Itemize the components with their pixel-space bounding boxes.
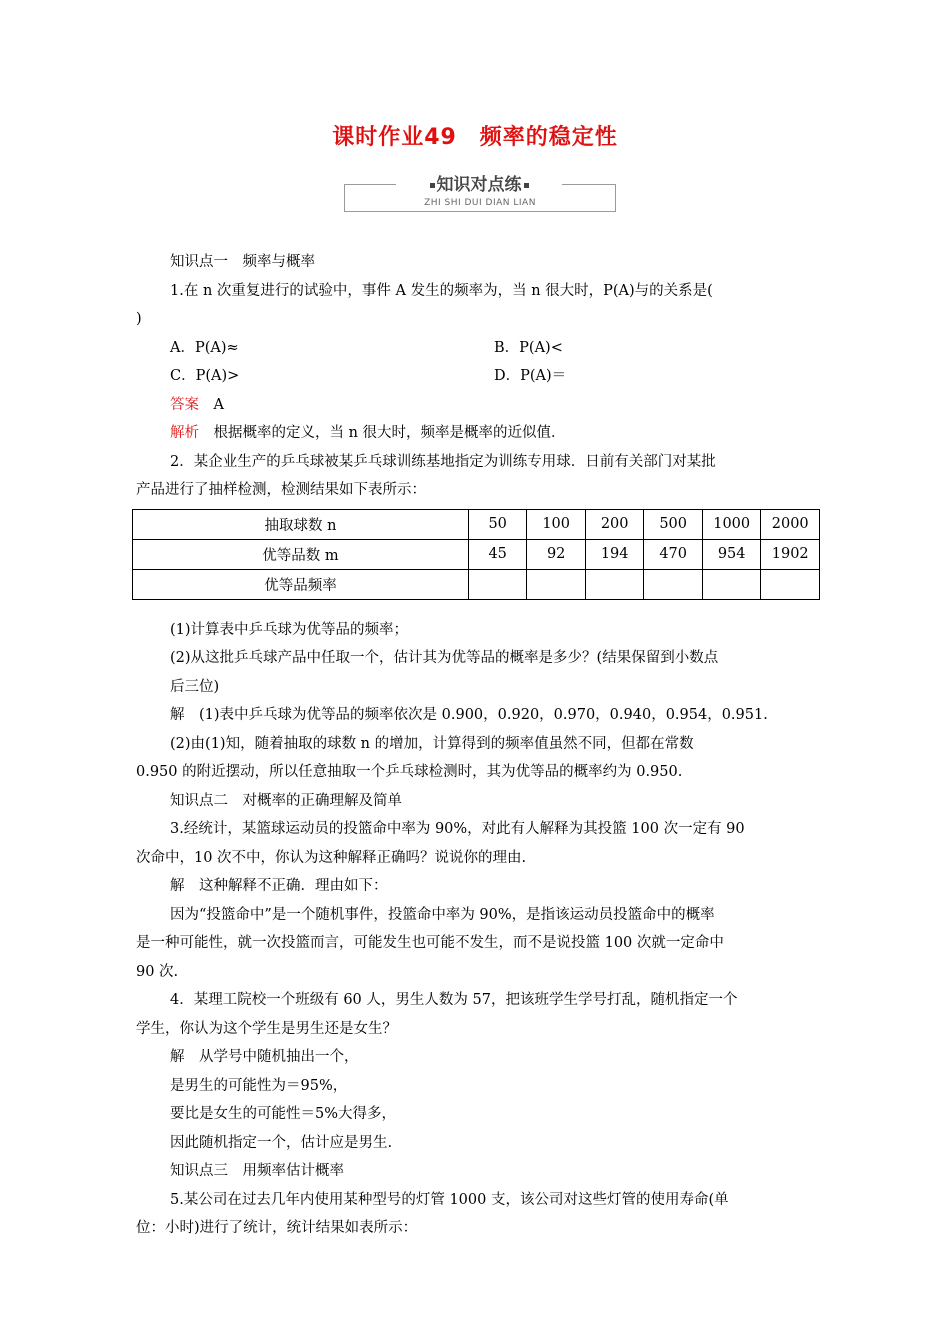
table-row-label: 优等品频率 <box>133 569 469 599</box>
table-cell: 470 <box>644 539 703 569</box>
option-row <box>136 334 818 363</box>
option-a: A．P(A)≈ <box>170 339 239 356</box>
section-banner <box>344 172 616 212</box>
solution-text: 解 这种解释不正确．理由如下： <box>170 878 388 894</box>
table-cell <box>527 569 586 599</box>
table-cell <box>761 569 820 599</box>
question-text: 位：小时)进行了统计，统计结果如表所示： <box>136 1220 418 1236</box>
question-part: (2)从这批乒乓球产品中任取一个，估计其为优等品的概率是多少？(结果保留到小数点 <box>170 650 719 666</box>
document-body <box>136 248 818 1243</box>
table-row <box>133 509 820 539</box>
option-d: D．P(A)＝ <box>494 368 567 384</box>
table-cell <box>702 569 761 599</box>
explanation-line <box>136 419 818 448</box>
table-cell: 1902 <box>761 539 820 569</box>
table-row-label: 抽取球数 n <box>133 509 469 539</box>
solution-text: (2)由(1)知，随着抽取的球数 n 的增加，计算得到的频率值虽然不同，但都在常数 <box>170 735 694 752</box>
square-bullet-icon <box>524 183 529 188</box>
table-row-label: 优等品数 m <box>133 539 469 569</box>
question-text: 2．某企业生产的乒乓球被某乒乓球训练基地指定为训练专用球．日前有关部门对某批 <box>170 453 716 470</box>
banner-title <box>396 172 562 198</box>
banner-subtitle: ZHI SHI DUI DIAN LIAN <box>424 198 536 208</box>
question-text: 3.经统计，某篮球运动员的投篮命中率为 90%，对此有人解释为其投篮 100 次一定有 90 <box>170 821 745 837</box>
answer-text: A <box>199 396 224 413</box>
solution-text: 解 (1)表中乒乓球为优等品的频率依次是 0.900，0.920，0.970，0.940，0.954，0.951. <box>170 707 768 723</box>
question-text: 1.在 n 次重复进行的试验中，事件 A 发生的频率为，当 n 很大时，P(A)与的关系是( <box>170 282 713 299</box>
table-row <box>133 539 820 569</box>
explanation-label: 解析 <box>170 425 199 441</box>
table-cell: 92 <box>527 539 586 569</box>
question-part: 后三位) <box>170 678 220 695</box>
table-cell: 200 <box>585 509 644 539</box>
solution-text: 解 从学号中随机抽出一个， <box>170 1049 359 1065</box>
answer-label: 答案 <box>170 396 199 413</box>
answer-line <box>136 391 818 420</box>
table-cell <box>585 569 644 599</box>
page-title: 课时作业49 频率的稳定性 <box>332 125 618 150</box>
solution-text: 90 次. <box>136 963 179 980</box>
question-part: (1)计算表中乒乓球为优等品的频率； <box>170 621 409 638</box>
table-cell: 954 <box>702 539 761 569</box>
option-b: B．P(A)< <box>494 339 563 356</box>
table-cell: 1000 <box>702 509 761 539</box>
table-cell: 2000 <box>761 509 820 539</box>
knowledge-point-heading: 知识点一 频率与概率 <box>170 254 315 270</box>
option-c: C．P(A)> <box>170 368 240 384</box>
table-cell <box>644 569 703 599</box>
table-row <box>133 569 820 599</box>
data-table <box>132 509 820 600</box>
knowledge-point-heading: 知识点二 对概率的正确理解及简单 <box>170 792 402 809</box>
table-cell: 194 <box>585 539 644 569</box>
solution-text: 因此随机指定一个，估计应是男生. <box>170 1134 393 1151</box>
question-text: 4．某理工院校一个班级有 60 人，男生人数为 57，把该班学生学号打乱，随机指定一个 <box>170 992 738 1008</box>
question-text: ) <box>136 311 142 327</box>
question-text: 产品进行了抽样检测，检测结果如下表所示： <box>136 482 426 498</box>
question-text: 次命中，10 次不中，你认为这种解释正确吗？说说你的理由. <box>136 849 527 866</box>
solution-text: 是男生的可能性为＝95%， <box>170 1077 348 1094</box>
solution-text: 因为“投篮命中”是一个随机事件，投篮命中率为 90%，是指该运动员投篮命中的概率 <box>170 906 715 923</box>
table-cell: 45 <box>468 539 527 569</box>
square-bullet-icon <box>430 183 435 188</box>
option-row <box>136 362 818 391</box>
banner-title-text: 知识对点练 <box>436 175 522 195</box>
table-cell: 50 <box>468 509 527 539</box>
question-text: 5.某公司在过去几年内使用某种型号的灯管 1000 支，该公司对这些灯管的使用寿命(单 <box>170 1191 729 1208</box>
solution-text: 0.950 的附近摆动，所以任意抽取一个乒乓球检测时，其为优等品的概率约为 0.950. <box>136 764 683 780</box>
table-cell: 100 <box>527 509 586 539</box>
solution-text: 是一种可能性，就一次投篮而言，可能发生也可能不发生，而不是说投篮 100 次就一定命中 <box>136 935 724 951</box>
table-cell <box>468 569 527 599</box>
explanation-text: 根据概率的定义，当 n 很大时，频率是概率的近似值． <box>199 425 566 441</box>
table-cell: 500 <box>644 509 703 539</box>
solution-text: 要比是女生的可能性＝5%大得多， <box>170 1106 397 1122</box>
question-text: 学生，你认为这个学生是男生还是女生？ <box>136 1020 397 1037</box>
knowledge-point-heading: 知识点三 用频率估计概率 <box>170 1163 344 1179</box>
